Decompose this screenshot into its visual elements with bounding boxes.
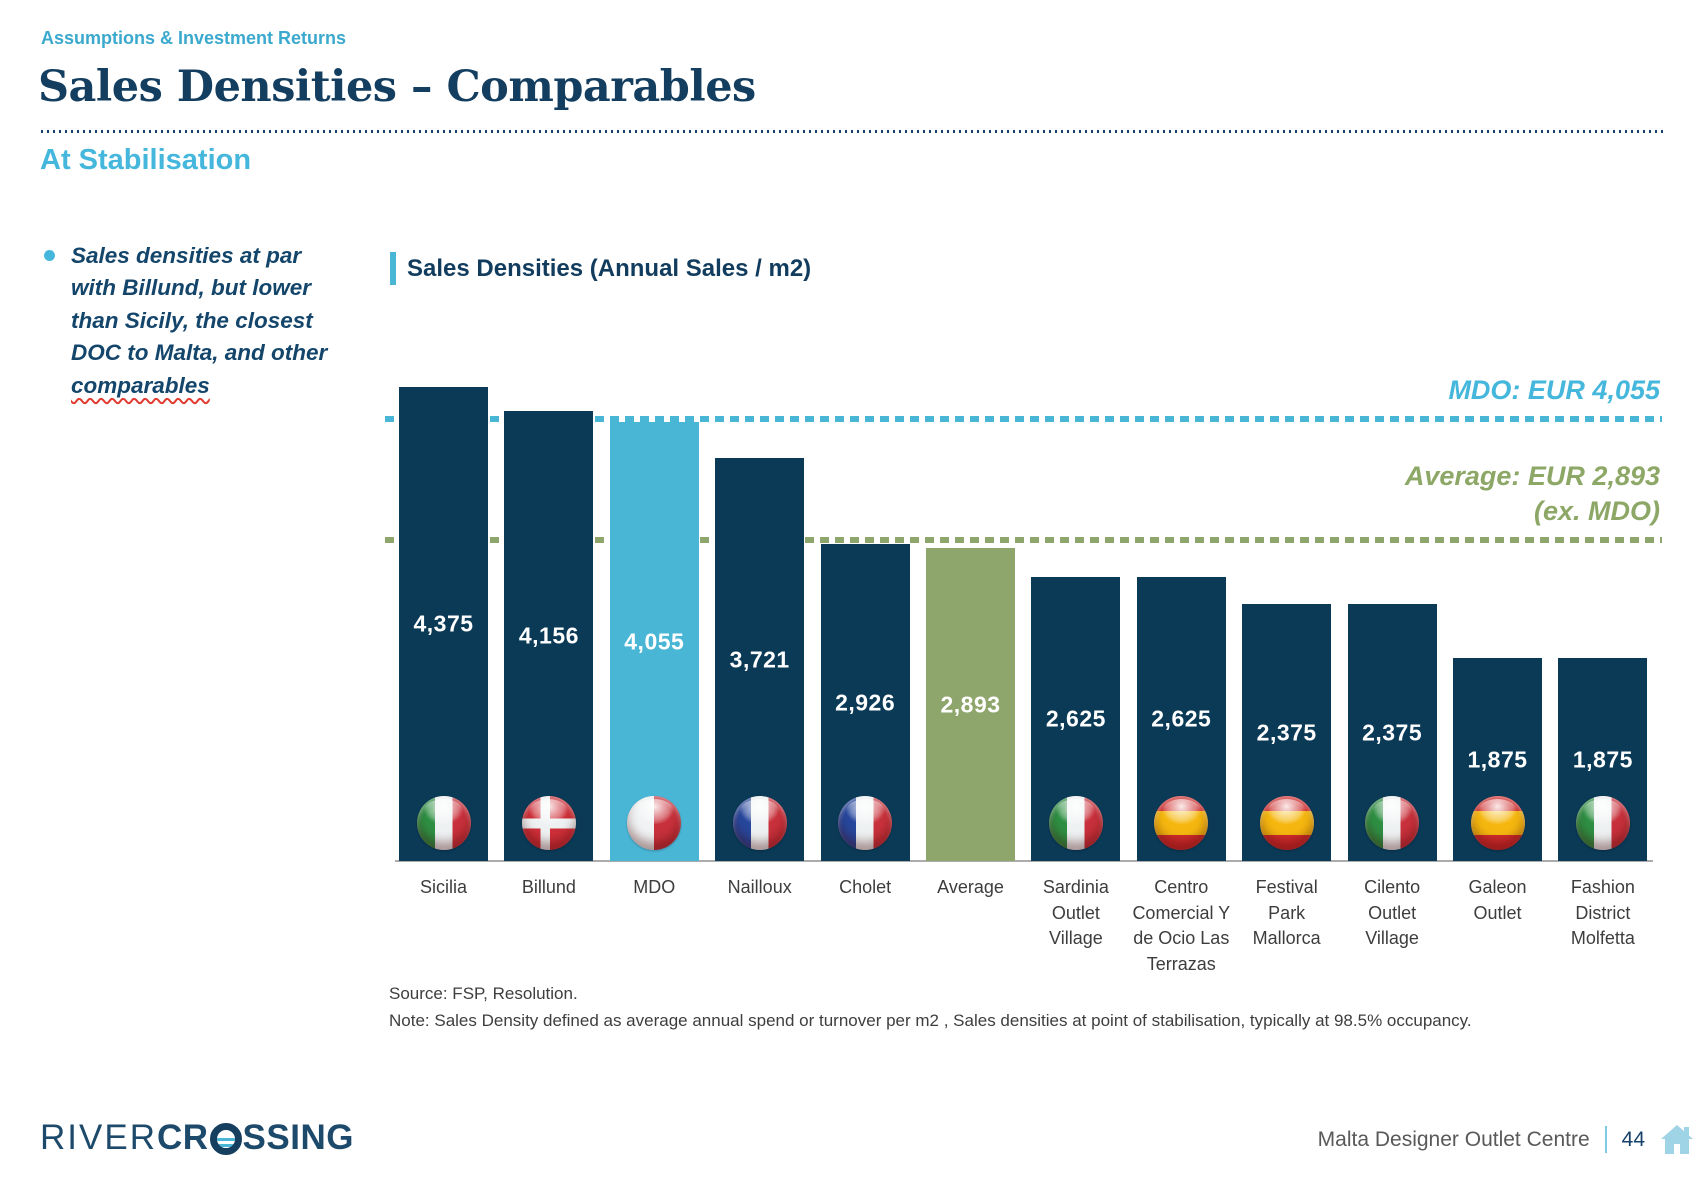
- italy-flag-icon: [1365, 796, 1419, 850]
- category-label: Cholet: [839, 877, 892, 897]
- slide-title: Sales Densities – Comparables: [38, 62, 756, 112]
- bar-centro-comercial-y-de-ocio-las-terrazas: [1137, 577, 1226, 861]
- rivercrossing-logo: [40, 1118, 354, 1158]
- chart-title: Sales Densities (Annual Sales / m2): [407, 254, 812, 282]
- logo-crossing-pre: CR: [156, 1118, 209, 1157]
- bar-value-label: 1,875: [1467, 746, 1528, 772]
- logo-o-icon: [210, 1123, 242, 1155]
- bar-cilento-outlet-village: [1348, 604, 1437, 861]
- bar-galeon-outlet: [1453, 658, 1542, 861]
- logo-river-text: RIVER: [40, 1118, 157, 1157]
- chart-title-block: [390, 252, 811, 285]
- bar-value-label: 2,375: [1362, 719, 1423, 745]
- bar-value-label: 2,625: [1045, 705, 1106, 732]
- title-dotted-divider: [41, 130, 1663, 133]
- logo-crossing-post: SSING: [242, 1118, 354, 1157]
- bar-sardinia-outlet-village: [1031, 577, 1120, 861]
- category-label: Average: [937, 877, 1004, 897]
- slide-subtitle: At Stabilisation: [40, 144, 252, 176]
- category-label: Festival Park Mallorca: [1252, 877, 1321, 949]
- bar-value-label: 4,156: [518, 622, 579, 649]
- bar-festival-park-mallorca: [1242, 604, 1331, 861]
- category-label: Billund: [521, 877, 576, 897]
- footer-divider: [1605, 1126, 1607, 1153]
- reference-label-mdo: MDO: EUR 4,055: [1448, 375, 1660, 406]
- bar-value-label: 3,721: [729, 646, 790, 672]
- bullet-text-spellcheck-word: comparables: [71, 372, 210, 398]
- spain-flag-icon: [1154, 796, 1208, 850]
- bar-mdo: [610, 422, 699, 861]
- bar-value-label: 2,893: [940, 691, 1001, 717]
- bullet-marker-icon: [44, 250, 55, 261]
- slide-eyebrow: Assumptions & Investment Returns: [41, 28, 347, 48]
- chart-plot-area: [385, 340, 1662, 974]
- category-label: Fashion District Molfetta: [1570, 877, 1635, 949]
- source-line: Source: FSP, Resolution.: [389, 984, 578, 1003]
- bar-value-label: 2,625: [1151, 705, 1212, 732]
- category-label: Cilento Outlet Village: [1364, 877, 1421, 949]
- bar-average: [926, 548, 1015, 861]
- reference-label-average: [1405, 459, 1660, 530]
- bar-billund: [504, 411, 593, 861]
- bar-nailloux: [715, 458, 804, 861]
- house-icon: [1660, 1124, 1694, 1155]
- category-label: Nailloux: [727, 877, 792, 897]
- category-label: Sardinia Outlet Village: [1042, 877, 1109, 949]
- bar-sicilia: [399, 387, 488, 861]
- category-label: Sicilia: [419, 877, 467, 897]
- source-note-block: [389, 980, 1472, 1034]
- footer-right-block: [1318, 1124, 1694, 1155]
- note-line: Note: Sales Density defined as average annual spend or turnover per m2 , Sales densities at point of stabilisation, typically at 98.5% occupancy.: [389, 1011, 1472, 1031]
- footer-page-number: 44: [1621, 1127, 1645, 1151]
- spain-flag-icon: [1471, 796, 1525, 850]
- category-label: Galeon Outlet: [1468, 877, 1527, 923]
- bar-value-label: 2,375: [1256, 719, 1317, 745]
- bullet-text: [71, 240, 333, 402]
- logo-crossing-text: [157, 1118, 354, 1158]
- reference-label-average-line2: (ex. MDO): [1533, 496, 1660, 527]
- france-flag-icon: [838, 796, 892, 850]
- malta-flag-icon: [627, 796, 681, 850]
- bar-value-label: 2,926: [835, 689, 896, 715]
- bar-fashion-district-molfetta: [1558, 658, 1647, 861]
- italy-flag-icon: [1049, 796, 1103, 850]
- bar-value-label: 4,055: [624, 628, 685, 654]
- bullet-item: [44, 240, 344, 402]
- france-flag-icon: [733, 796, 787, 850]
- spain-flag-icon: [1260, 796, 1314, 850]
- bar-value-label: 1,875: [1572, 746, 1633, 772]
- italy-flag-icon: [417, 796, 471, 850]
- footer-doc-title: Malta Designer Outlet Centre: [1317, 1127, 1590, 1151]
- reference-label-average-line1: Average: EUR 2,893: [1404, 460, 1660, 491]
- bullet-text-main: Sales densities at par with Billund, but lower than Sicily, the closest DOC to Malta, and other: [71, 243, 328, 366]
- category-label: MDO: [633, 877, 676, 897]
- bar-value-label: 4,375: [413, 610, 474, 637]
- bar-cholet: [821, 544, 910, 861]
- category-label: Centro Comercial Y de Ocio Las Terrazas: [1132, 877, 1231, 974]
- italy-flag-icon: [1576, 796, 1630, 850]
- denmark-flag-icon: [522, 796, 576, 850]
- chart-title-accent-bar: [390, 252, 396, 285]
